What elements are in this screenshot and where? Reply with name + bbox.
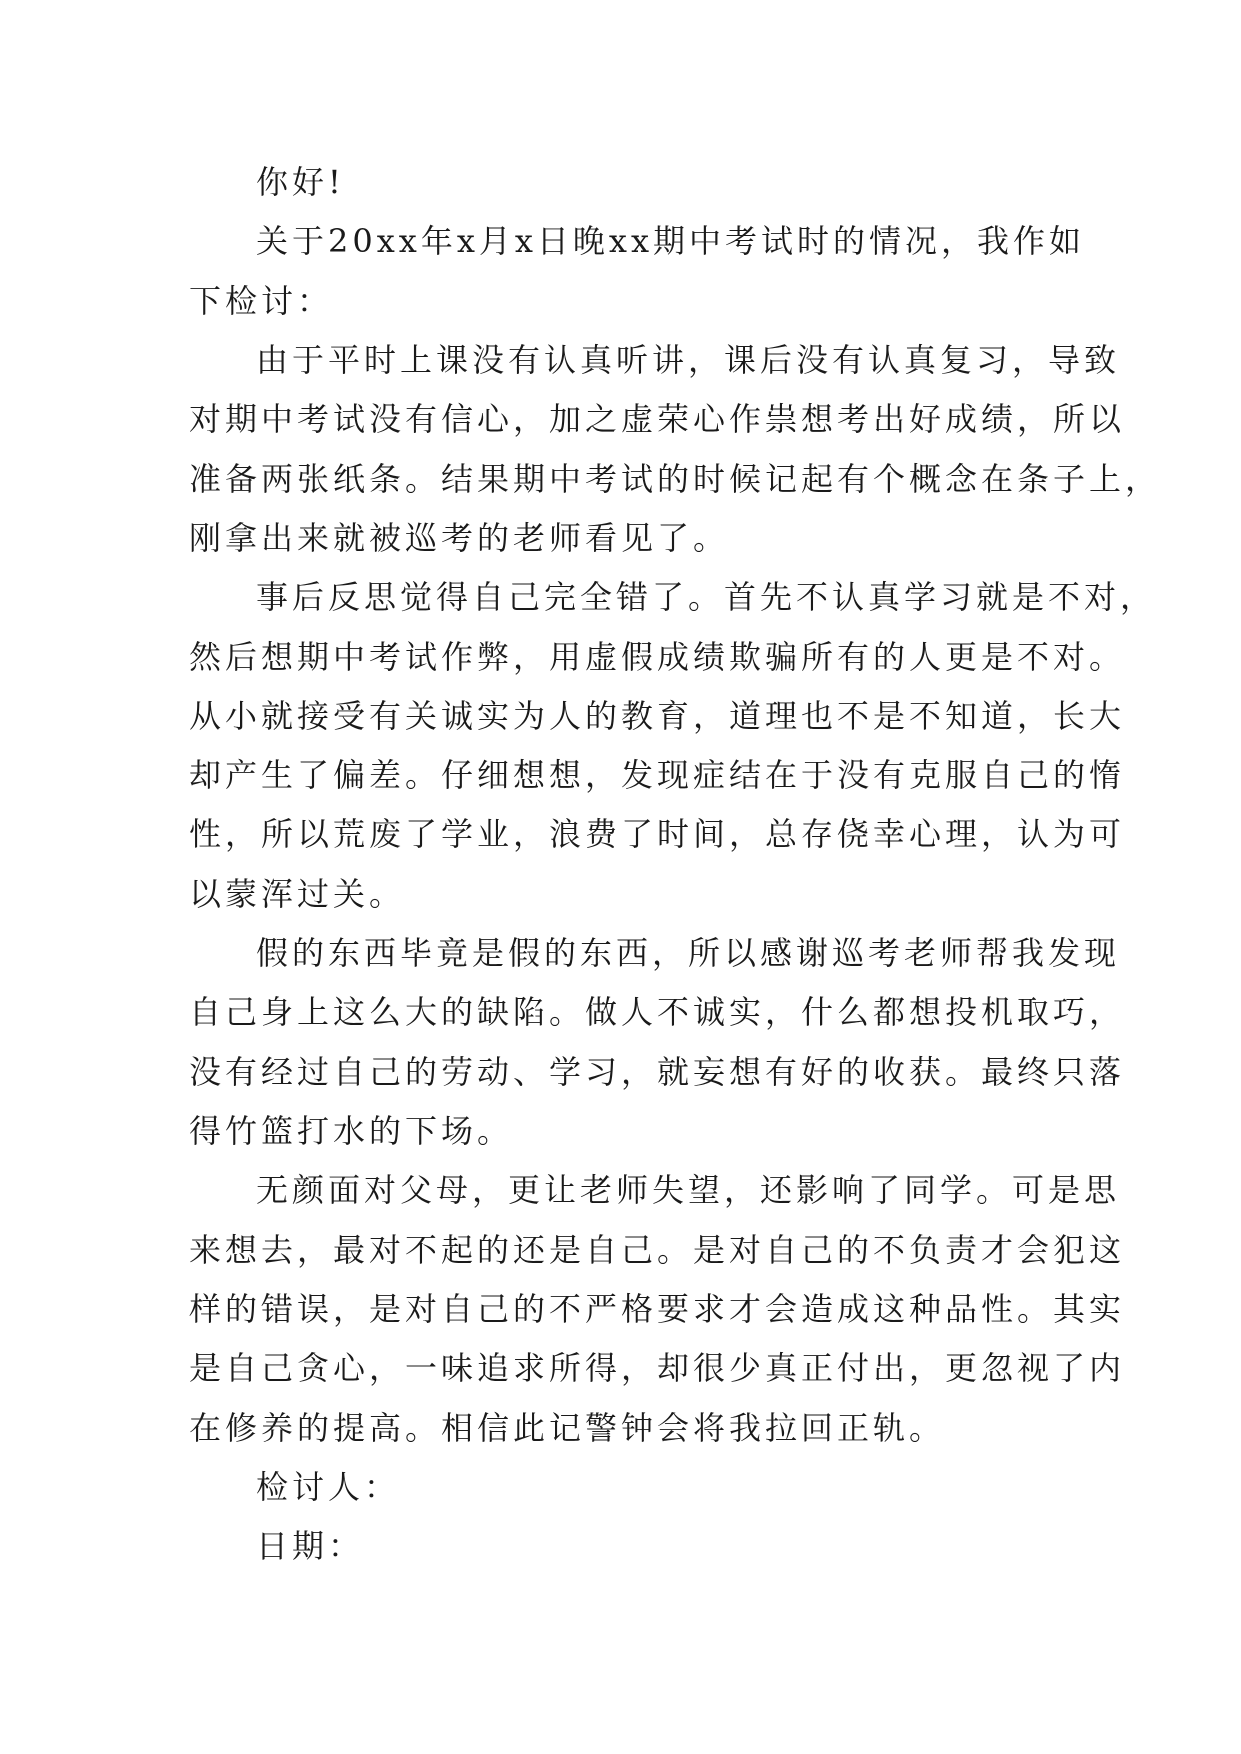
paragraph-1-line-3: 准备两张纸条。结果期中考试的时候记起有个概念在条子上，: [189, 460, 1162, 498]
paragraph-3-line-4: 得竹篮打水的下场。: [189, 1112, 514, 1150]
paragraph-2-line-1: 事后反思觉得自己完全错了。首先不认真学习就是不对，: [256, 578, 1157, 616]
paragraph-1-line-2: 对期中考试没有信心，加之虚荣心作祟想考出好成绩，所以: [189, 400, 1126, 438]
intro-line-1: 关于20xx年x月x日晚xx期中考试时的情况，我作如: [256, 222, 1086, 260]
paragraph-1-line-1: 由于平时上课没有认真听讲，课后没有认真复习，导致: [256, 341, 1121, 379]
paragraph-4-line-3: 样的错误，是对自己的不严格要求才会造成这种品性。其实: [189, 1290, 1126, 1328]
paragraph-3-line-1: 假的东西毕竟是假的东西，所以感谢巡考老师帮我发现: [256, 934, 1121, 972]
paragraph-2-line-3: 从小就接受有关诚实为人的教育，道理也不是不知道，长大: [189, 697, 1126, 735]
intro-line-2: 下检讨：: [189, 282, 334, 320]
paragraph-2-line-2: 然后想期中考试作弊，用虚假成绩欺骗所有的人更是不对。: [189, 638, 1126, 676]
paragraph-4-line-2: 来想去，最对不起的还是自己。是对自己的不负责才会犯这: [189, 1231, 1126, 1269]
paragraph-3-line-3: 没有经过自己的劳动、学习，就妄想有好的收获。最终只落: [189, 1053, 1126, 1091]
paragraph-4-line-5: 在修养的提高。相信此记警钟会将我拉回正轨。: [189, 1409, 946, 1447]
paragraph-2-line-6: 以蒙浑过关。: [189, 875, 406, 913]
paragraph-3-line-2: 自己身上这么大的缺陷。做人不诚实，什么都想投机取巧，: [189, 993, 1126, 1031]
paragraph-2-line-5: 性，所以荒废了学业，浪费了时间，总存侥幸心理，认为可: [189, 815, 1126, 853]
signature-label: 检讨人：: [256, 1468, 401, 1506]
paragraph-1-line-4: 刚拿出来就被巡考的老师看见了。: [189, 519, 730, 557]
paragraph-4-line-4: 是自己贪心，一味追求所得，却很少真正付出，更忽视了内: [189, 1349, 1126, 1387]
paragraph-2-line-4: 却产生了偏差。仔细想想，发现症结在于没有克服自己的惰: [189, 756, 1126, 794]
date-label: 日期：: [256, 1527, 365, 1565]
paragraph-4-line-1: 无颜面对父母，更让老师失望，还影响了同学。可是思: [256, 1171, 1121, 1209]
greeting-line: 你好!: [256, 163, 345, 201]
